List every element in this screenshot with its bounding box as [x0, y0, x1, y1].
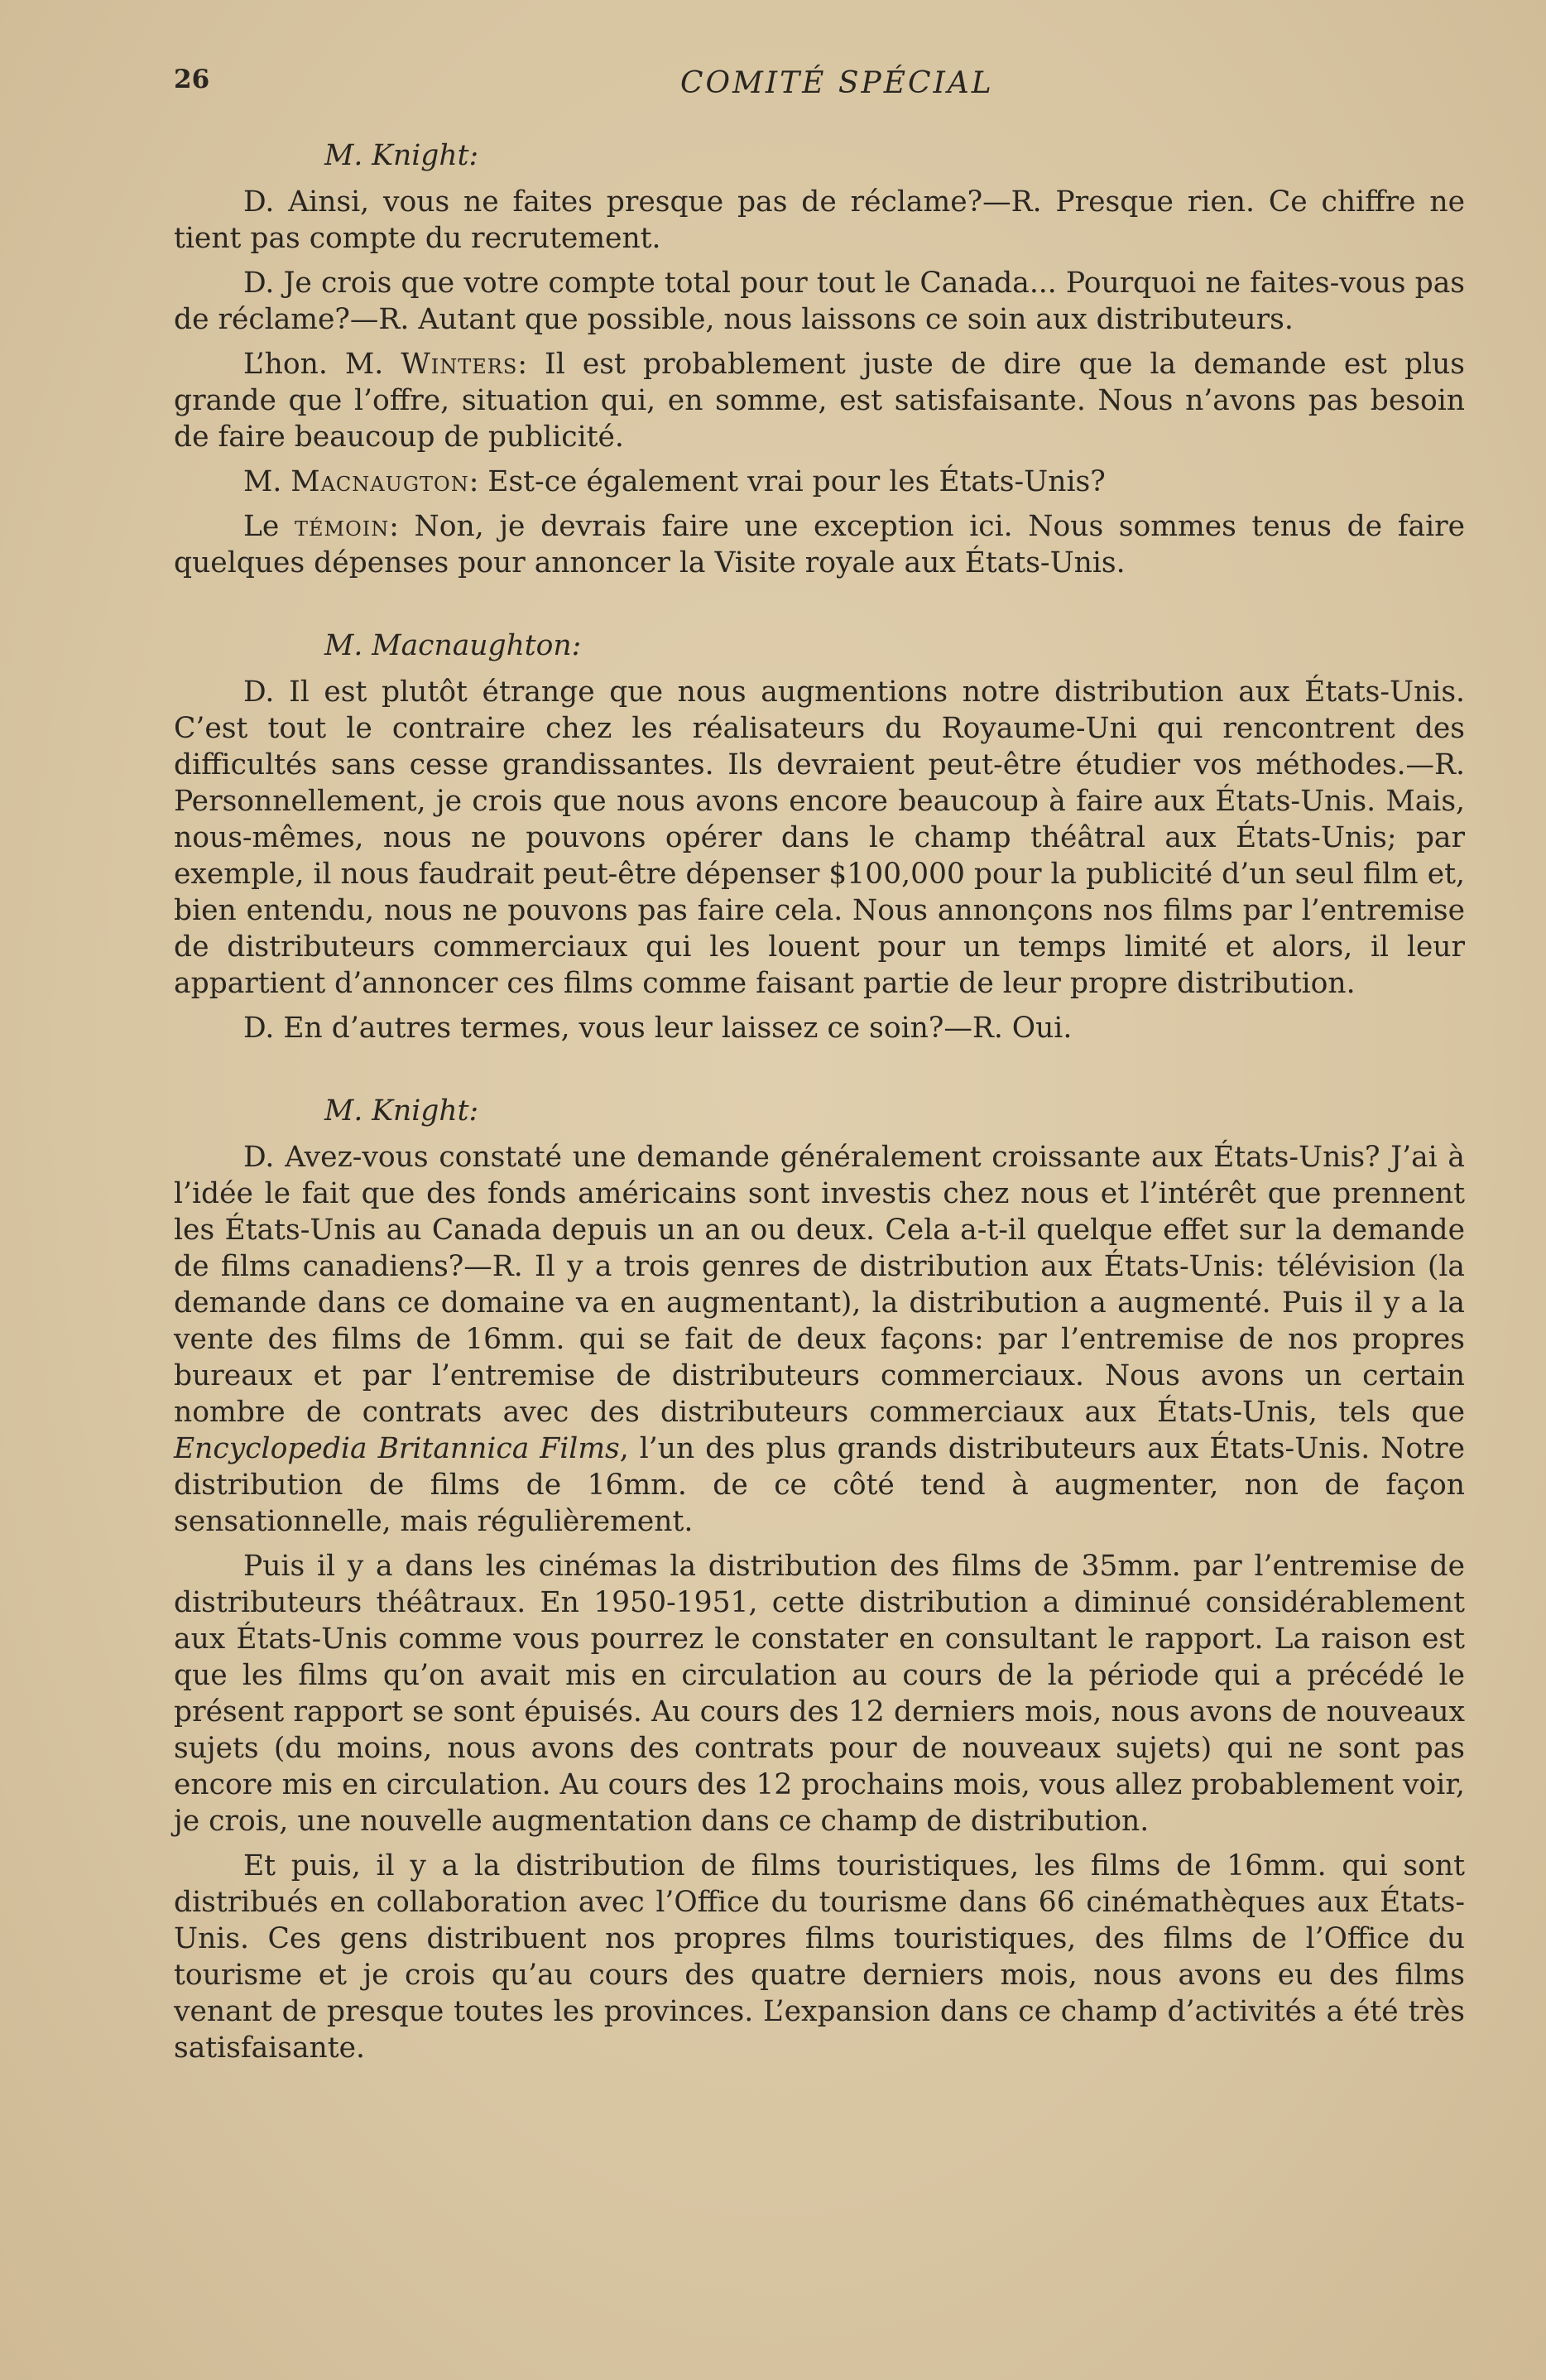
- body-text: [174, 137, 1465, 2075]
- speaker-name: Winters: [401, 348, 518, 381]
- paragraph-text: : Non, je devrais faire une exception ici. Nous sommes tenus de faire quelques dépenses pour annoncer la Visite royale aux États-Unis.: [174, 510, 1466, 579]
- speaker-name: témoin: [295, 510, 390, 543]
- paragraph: [174, 346, 1465, 455]
- paragraph-text: D. Avez-vous constaté une demande généralement croissante aux États-Unis? J’ai à l’idée le fait que des fonds américains sont investis chez nous et l’intérêt que prennent les États-Unis au Canada depuis un an ou deux. Cela a-t-il quelque effet sur la demande de films canadiens?—R. Il y a trois genres de distribution aux États-Unis: télévision (la demande dans ce domaine va en augmentant), la distribution a augmenté. Puis il y a la vente des films de 16mm. qui se fait de deux façons: par l’entremise de nos propres bureaux et par l’entremise de distributeurs commerciaux. Nous avons un certain nombre de contrats avec des distributeurs commerciaux aux États-Unis, tels que: [174, 1141, 1465, 1429]
- paragraph-text: , l’un des plus grands distributeurs aux États-Unis. Notre distribution de films de 16mm. de ce côté tend à augmenter, non de façon sensationnelle, mais régulièrement.: [174, 1432, 1465, 1538]
- speaker-prefix: Le: [243, 510, 280, 543]
- paragraph: [174, 464, 1465, 500]
- paragraph-text: : Il est probablement juste de dire que la demande est plus grande que l’offre, situation qui, en somme, est satisfaisante. Nous n’avons pas besoin de faire beaucoup de publicité.: [174, 348, 1465, 454]
- paragraph: D. En d’autres termes, vous leur laissez ce soin?—R. Oui.: [243, 1012, 1073, 1045]
- page-number: 26: [174, 65, 210, 94]
- speaker-label: M. Knight:: [324, 139, 479, 172]
- paragraph: D. Il est plutôt étrange que nous augmentions notre distribution aux États-Unis. C’est tout le contraire chez les réalisateurs du Royaume-Uni qui rencontrent des difficultés sans cesse grandissantes. Ils devraient peut-être étudier vos méthodes.—R. Personnellement, je crois que nous avons encore beaucoup à faire aux États-Unis. Mais, nous-mêmes, nous ne pouvons opérer dans le champ théâtral aux États-Unis; par exemple, il nous faudrait peut-être dépenser $100,000 pour la publicité d’un seul film et, bien entendu, nous ne pouvons pas faire cela. Nous annonçons nos films par l’entremise de distributeurs commerciaux qui les louent pour un temps limité et alors, il leur appartient d’annoncer ces films comme faisant partie de leur propre distribution.: [174, 676, 1465, 1000]
- paragraph: [174, 508, 1465, 581]
- speaker-label: M. Macnaughton:: [324, 629, 582, 662]
- speaker-label: M. Knight:: [324, 1094, 479, 1127]
- running-title: COMITÉ SPÉCIAL: [680, 66, 994, 100]
- speaker-prefix: L’hon. M.: [243, 348, 384, 381]
- page-header: [174, 65, 1472, 106]
- paragraph: Et puis, il y a la distribution de films touristiques, les films de 16mm. qui sont distribués en collaboration avec l’Office du tourisme dans 66 cinémathèques aux États-Unis. Ces gens distribuent nos propres films touristiques, des films de l’Office du tourisme et je crois qu’au cours des quatre derniers mois, nous avons eu des films venant de presque toutes les provinces. L’expansion dans ce champ d’activités a été très satisfaisante.: [174, 1849, 1465, 2065]
- paragraph: D. Je crois que votre compte total pour tout le Canada... Pourquoi ne faites-vous pas de réclame?—R. Autant que possible, nous laissons ce soin aux distributeurs.: [174, 267, 1465, 336]
- paragraph-text: : Est-ce également vrai pour les États-Unis?: [468, 465, 1106, 498]
- paragraph: D. Ainsi, vous ne faites presque pas de réclame?—R. Presque rien. Ce chiffre ne tient pas compte du recrutement.: [174, 185, 1465, 255]
- italic-title: Encyclopedia Britannica Films: [174, 1432, 620, 1465]
- speaker-prefix: M.: [243, 465, 282, 498]
- paragraph: [174, 1139, 1465, 1540]
- paragraph: Puis il y a dans les cinémas la distribution des films de 35mm. par l’entremise de distributeurs théâtraux. En 1950-1951, cette distribution a diminué considérablement aux États-Unis comme vous pourrez le constater en consultant le rapport. La raison est que les films qu’on avait mis en circulation au cours de la période qui a précédé le présent rapport se sont épuisés. Au cours des 12 derniers mois, nous avons de nouveaux sujets (du moins, nous avons des contrats pour de nouveaux sujets) qui ne sont pas encore mis en circulation. Au cours des 12 prochains mois, vous allez probablement voir, je crois, une nouvelle augmentation dans ce champ de distribution.: [174, 1550, 1465, 1838]
- speaker-name: Macnaugton: [290, 465, 469, 498]
